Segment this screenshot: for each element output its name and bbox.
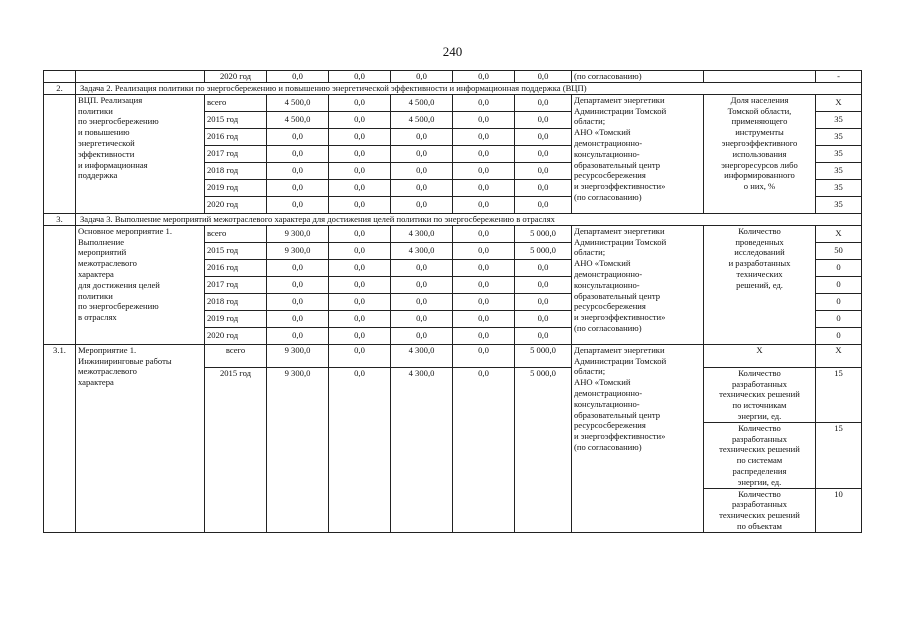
value-cell: 0,0	[515, 259, 572, 276]
value-cell: 0,0	[329, 327, 391, 344]
target-cell: 35	[816, 111, 862, 128]
value-cell: 0,0	[329, 225, 391, 242]
year-cell: всего	[205, 344, 267, 367]
value-cell: 0,0	[329, 367, 391, 532]
value-cell: 0,0	[329, 94, 391, 111]
target-cell: 0	[816, 276, 862, 293]
value-cell: 0,0	[391, 145, 453, 162]
value-cell: 5 000,0	[515, 242, 572, 259]
value-cell: 5 000,0	[515, 344, 572, 367]
value-cell: 9 300,0	[267, 367, 329, 532]
value-cell: 0,0	[267, 276, 329, 293]
year-cell: 2017 год	[205, 145, 267, 162]
value-cell: 0,0	[515, 94, 572, 111]
measure-name: ВЦП. Реализация политики по энергосбережению и повышению энергетической эффективности и информационная поддержка	[76, 94, 205, 213]
value-cell: 0,0	[391, 196, 453, 213]
year-cell: всего	[205, 94, 267, 111]
value-cell: 0,0	[515, 293, 572, 310]
value-cell: 4 300,0	[391, 367, 453, 532]
value-cell: 4 300,0	[391, 225, 453, 242]
item-number: 3.1.	[44, 344, 76, 532]
year-cell: 2019 год	[205, 310, 267, 327]
value-cell: 0,0	[515, 310, 572, 327]
value-cell: 0,0	[329, 242, 391, 259]
target-cell: 15	[816, 367, 862, 422]
task-title: Задача 3. Выполнение мероприятий межотраслевого характера для достижения целей политики по энергосбережению в отраслях	[76, 213, 862, 225]
year-cell: 2018 год	[205, 293, 267, 310]
value-cell: 0,0	[391, 259, 453, 276]
value-cell: 0,0	[391, 162, 453, 179]
value-cell: 4 500,0	[267, 111, 329, 128]
value-cell: 0,0	[267, 310, 329, 327]
value-cell: 4 500,0	[267, 94, 329, 111]
indicator-cell: Количество разработанных технических решений по объектам	[704, 488, 816, 532]
value-cell: 0,0	[267, 162, 329, 179]
value-cell: 0,0	[453, 327, 515, 344]
value-cell: 0,0	[267, 293, 329, 310]
value-cell: 0,0	[391, 179, 453, 196]
indicator-cell: Х	[704, 344, 816, 367]
value-cell: 0,0	[515, 276, 572, 293]
indicator-cell: Доля населения Томской области, применяющего инструменты энергоэффективного использования энергоресурсов либо информированного о них, %	[704, 94, 816, 213]
year-cell: 2017 год	[205, 276, 267, 293]
value-cell: 0,0	[453, 71, 515, 83]
task-header-row	[44, 213, 862, 225]
indicator-cell: Количество разработанных технических решений по системам распределения энергии, ед.	[704, 422, 816, 488]
value-cell: 9 300,0	[267, 225, 329, 242]
target-cell: Х	[816, 225, 862, 242]
value-cell: 0,0	[391, 71, 453, 83]
year-cell: 2020 год	[205, 71, 267, 83]
target-cell: 35	[816, 162, 862, 179]
value-cell: 0,0	[329, 162, 391, 179]
value-cell: 0,0	[453, 179, 515, 196]
value-cell: 0,0	[515, 162, 572, 179]
value-cell: 0,0	[515, 327, 572, 344]
value-cell: 0,0	[391, 310, 453, 327]
executor-cell: Департамент энергетики Администрации Томской области; АНО «Томский демонстрационно- консультационно- образовательный центр ресурсосбережения и энергоэффективности» (по согласованию)	[572, 94, 704, 213]
value-cell: 0,0	[329, 196, 391, 213]
measure-name: Мероприятие 1. Инжиниринговые работы межотраслевого характера	[76, 344, 205, 532]
value-cell: 0,0	[329, 259, 391, 276]
value-cell: 0,0	[267, 179, 329, 196]
year-cell: 2020 год	[205, 327, 267, 344]
value-cell: 0,0	[391, 293, 453, 310]
target-cell: Х	[816, 344, 862, 367]
task-title: Задача 2. Реализация политики по энергосбережению и повышению энергетической эффективности и информационная поддержка (ВЦП)	[76, 82, 862, 94]
year-cell: 2016 год	[205, 128, 267, 145]
value-cell: 4 300,0	[391, 344, 453, 367]
year-cell: 2015 год	[205, 367, 267, 532]
executor-cell: (по согласованию)	[572, 71, 704, 83]
task-header-row	[44, 82, 862, 94]
program-table	[43, 70, 862, 533]
value-cell: 9 300,0	[267, 344, 329, 367]
value-cell: 0,0	[453, 94, 515, 111]
value-cell: 0,0	[391, 276, 453, 293]
value-cell: 0,0	[267, 128, 329, 145]
value-cell: 9 300,0	[267, 242, 329, 259]
target-cell: 10	[816, 488, 862, 532]
target-cell: 0	[816, 310, 862, 327]
value-cell: 0,0	[329, 111, 391, 128]
target-cell: 35	[816, 179, 862, 196]
value-cell: 4 300,0	[391, 242, 453, 259]
value-cell: 0,0	[453, 259, 515, 276]
executor-cell: Департамент энергетики Администрации Томской области; АНО «Томский демонстрационно- консультационно- образовательный центр ресурсосбережения и энергоэффективности» (по согласованию)	[572, 225, 704, 344]
target-cell: 50	[816, 242, 862, 259]
value-cell: 0,0	[329, 179, 391, 196]
table-row	[44, 94, 862, 111]
table-row	[44, 71, 862, 83]
target-cell: 0	[816, 327, 862, 344]
value-cell: 0,0	[453, 145, 515, 162]
value-cell: 0,0	[267, 259, 329, 276]
value-cell: 0,0	[453, 242, 515, 259]
value-cell: 0,0	[267, 196, 329, 213]
value-cell: 0,0	[453, 196, 515, 213]
value-cell: 0,0	[453, 293, 515, 310]
indicator-cell: Количество разработанных технических решений по источникам энергии, ед.	[704, 367, 816, 422]
value-cell: 4 500,0	[391, 94, 453, 111]
year-cell: 2018 год	[205, 162, 267, 179]
indicator-cell: Количество проведенных исследований и разработанных технических решений, ед.	[704, 225, 816, 344]
target-cell: Х	[816, 94, 862, 111]
value-cell: 0,0	[329, 71, 391, 83]
value-cell: 0,0	[329, 310, 391, 327]
value-cell: 0,0	[453, 344, 515, 367]
value-cell: 0,0	[453, 225, 515, 242]
value-cell: 0,0	[515, 128, 572, 145]
value-cell: 0,0	[329, 128, 391, 145]
year-cell: всего	[205, 225, 267, 242]
value-cell: 5 000,0	[515, 225, 572, 242]
value-cell: 0,0	[515, 145, 572, 162]
value-cell: 0,0	[329, 293, 391, 310]
target-cell: 35	[816, 145, 862, 162]
table-row	[44, 225, 862, 242]
task-number: 2.	[44, 82, 76, 94]
value-cell: 0,0	[267, 327, 329, 344]
value-cell: 4 500,0	[391, 111, 453, 128]
year-cell: 2015 год	[205, 111, 267, 128]
measure-name: Основное мероприятие 1. Выполнение мероприятий межотраслевого характера для достижения целей политики по энергосбережению в отраслях	[76, 225, 205, 344]
value-cell: 0,0	[515, 111, 572, 128]
target-cell: 35	[816, 196, 862, 213]
value-cell: 0,0	[453, 367, 515, 532]
value-cell: 5 000,0	[515, 367, 572, 532]
target-cell: 0	[816, 293, 862, 310]
table-row	[44, 344, 862, 367]
value-cell: 0,0	[453, 162, 515, 179]
year-cell: 2016 год	[205, 259, 267, 276]
page-number: 240	[442, 44, 463, 59]
value-cell: 0,0	[391, 128, 453, 145]
task-number: 3.	[44, 213, 76, 225]
target-cell: 0	[816, 259, 862, 276]
value-cell: 0,0	[515, 196, 572, 213]
executor-cell: Департамент энергетики Администрации Томской области; АНО «Томский демонстрационно- консультационно- образовательный центр ресурсосбережения и энергоэффективности» (по согласованию)	[572, 344, 704, 532]
target-cell: 35	[816, 128, 862, 145]
value-cell: 0,0	[329, 344, 391, 367]
year-cell: 2020 год	[205, 196, 267, 213]
value-cell: 0,0	[267, 71, 329, 83]
value-cell: 0,0	[329, 276, 391, 293]
value-cell: 0,0	[453, 111, 515, 128]
value-cell: 0,0	[515, 179, 572, 196]
value-cell: 0,0	[391, 327, 453, 344]
year-cell: 2019 год	[205, 179, 267, 196]
target-cell: 15	[816, 422, 862, 488]
year-cell: 2015 год	[205, 242, 267, 259]
value-cell: 0,0	[453, 310, 515, 327]
value-cell: 0,0	[515, 71, 572, 83]
value-cell: 0,0	[329, 145, 391, 162]
target-cell: -	[816, 71, 862, 83]
value-cell: 0,0	[453, 276, 515, 293]
value-cell: 0,0	[453, 128, 515, 145]
value-cell: 0,0	[267, 145, 329, 162]
